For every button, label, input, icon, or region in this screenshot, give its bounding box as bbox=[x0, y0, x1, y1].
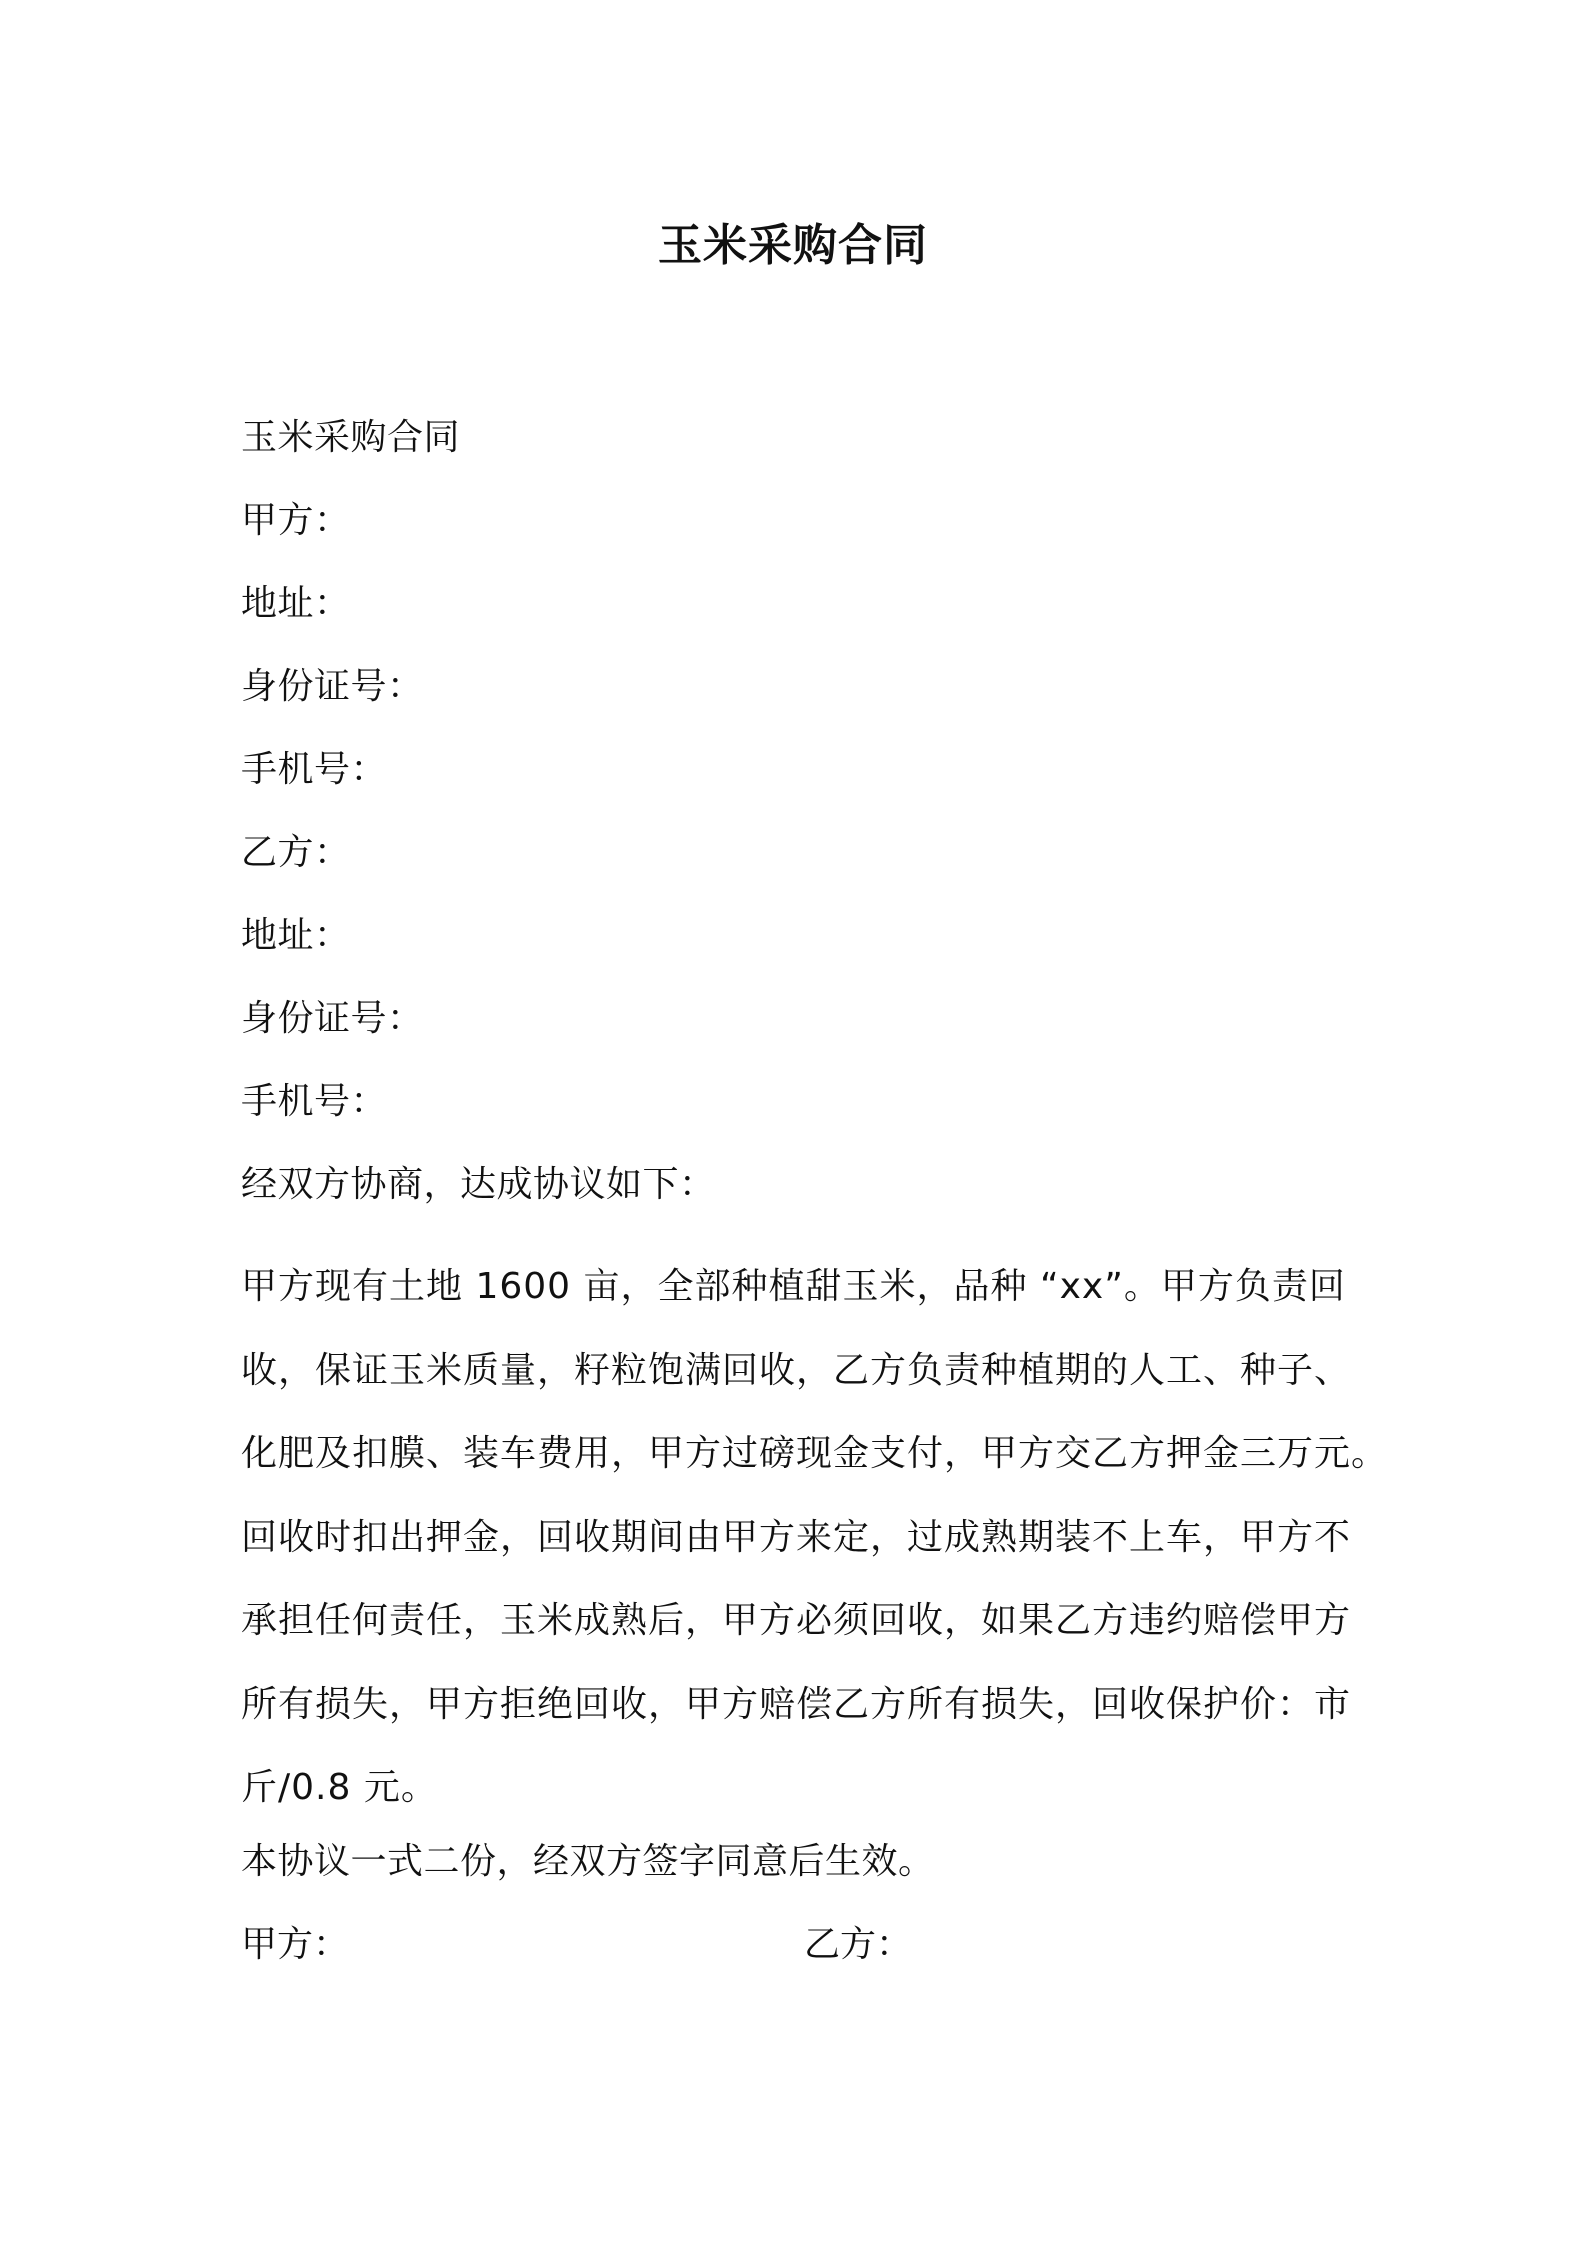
agreement-body bbox=[241, 1245, 1389, 1830]
agreement-body-line: 所有损失，甲方拒绝回收，甲方赔偿乙方所有损失，回收保护价：市 bbox=[241, 1683, 1352, 1725]
party-a-label: 甲方： bbox=[241, 500, 351, 541]
party-b-label: 乙方： bbox=[241, 832, 351, 873]
contract-subtitle: 玉米采购合同 bbox=[241, 417, 461, 458]
party-a-id-number: 身份证号： bbox=[241, 666, 424, 707]
signature-party-b: 乙方： bbox=[804, 1924, 913, 1965]
agreement-body-line: 斤/0.8 元。 bbox=[241, 1767, 438, 1808]
party-b-id-number: 身份证号： bbox=[241, 998, 424, 1039]
effect-clause: 本协议一式二份，经双方签字同意后生效。 bbox=[241, 1841, 935, 1882]
agreement-body-line: 收，保证玉米质量，籽粒饱满回收，乙方负责种植期的人工、种子、 bbox=[241, 1349, 1352, 1391]
agreement-body-line: 回收时扣出押金，回收期间由甲方来定，过成熟期装不上车，甲方不 bbox=[241, 1516, 1352, 1558]
party-b-address: 地址： bbox=[241, 915, 351, 956]
party-a-address: 地址： bbox=[241, 583, 351, 624]
agreement-body-line: 甲方现有土地 1600 亩，全部种植甜玉米，品种 “xx”。甲方负责回 bbox=[241, 1266, 1346, 1307]
agreement-body-line: 承担任何责任，玉米成熟后，甲方必须回收，如果乙方违约赔偿甲方 bbox=[241, 1600, 1352, 1641]
document-title: 玉米采购合同 bbox=[658, 220, 928, 271]
agreement-body-line: 化肥及扣膜、装车费用，甲方过磅现金支付，甲方交乙方押金三万元。 bbox=[241, 1433, 1389, 1474]
signature-party-a: 甲方： bbox=[241, 1924, 350, 1965]
party-a-phone: 手机号： bbox=[241, 749, 388, 790]
party-b-phone: 手机号： bbox=[241, 1081, 388, 1122]
agreement-intro: 经双方协商，达成协议如下： bbox=[241, 1164, 716, 1205]
